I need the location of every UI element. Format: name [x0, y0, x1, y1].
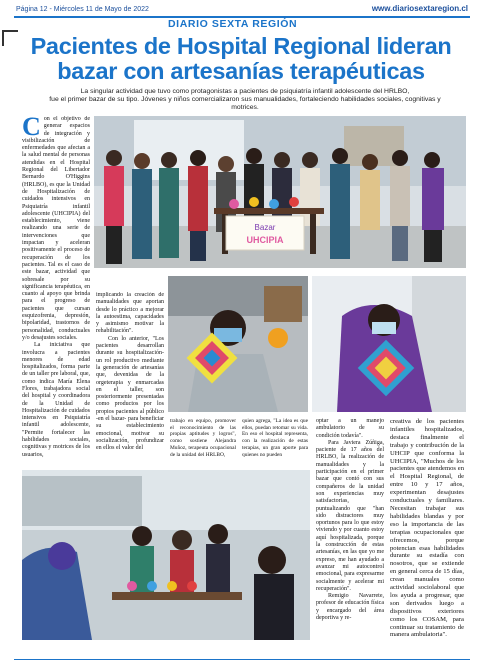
col1-paragraph-1: on el objetivo de generar espacios de integración y visibilización de enfermedades que afectan a la salud mental de personas atendidas en el Hospital Regional del Libertador Bernardo O'Higgins (HRLBO), es que la Unidad de Hospitalización de cuidados intensivos en Psiquiatría infantil adolescente (UHCIPIA) del establecimiento, viene realizando una serie de intervenciones que impactan y aceleran positivamente el proceso de recuperación de los pacientes. Tal es el caso de este bazar, actividad que sobresale por su significancia terapéutica, en cuanto al apoyo que brinda para el progreso de pacientes que cursan esquizofrenia, depresión, bipolaridad, trastornos de personalidad, conductuales y/o desajustes sociales. — [22, 116, 90, 341]
svg-text:UHCIPIA: UHCIPIA — [246, 235, 284, 245]
col1-paragraph-2: La iniciativa que involucra a pacientes menores de edad hospitalizados, forma parte de un taller pre laboral, que, como indica María Elena Flores, trabajadora social del hospital y coordinadora de la Unidad de Hospitalización de cuidados intensivos en Psiquiatría infantil adolescente, "Permite fortalecer las habilidades sociales, cognitivas y motrices de los usuarios, — [22, 342, 90, 458]
child-craft-photo-2 — [312, 276, 466, 412]
drop-cap: C — [22, 116, 41, 141]
col6-paragraph-1: creativa de los pacientes infantiles hospitalizados, destaca finalmente el trabajo y contribución de la UHCIP que conforma la UHCIPIA, "Muchos de los pacientes que atendemos en el Hospital Regional, de entre 10 y 17 años, experimentan desajustes conductuales y familiares. Necesitan trabajar sus habilidades blandas y por eso la importancia de las terapias ocupacionales que ofrecemos, porque potencian esas habilidades durante su estadía con nosotros, que se extiende en general cerca de 15 días, crean manuales como actividad sociolaboral que los ayuda a progresar, que son derivados luego a dispositivos exteriores como los COSAM, para continuar su tratamiento de manera ambulatoria". — [390, 418, 464, 639]
col4-paragraph-1: quien agrega, "La idea es que ellos, puedan retomar su vida. En eso el hospital representa, con la realización de estas terapias, un gran aporte para quienes no pueden — [242, 418, 308, 458]
text-column-1 — [22, 116, 90, 461]
text-column-5 — [316, 418, 384, 640]
headline-line-1: Pacientes de Hospital Regional lideran — [30, 33, 452, 59]
article-lead — [40, 88, 450, 112]
text-column-2 — [96, 292, 164, 462]
corner-mark — [2, 30, 18, 46]
newspaper-brand: DIARIO SEXTA REGIÓN — [168, 18, 298, 30]
svg-text:Bazar: Bazar — [254, 223, 276, 232]
group-photo-illustration — [94, 116, 466, 268]
group-photo — [94, 116, 466, 268]
child-craft-photo-1 — [168, 276, 308, 412]
child-craft-illustration-2 — [312, 276, 466, 412]
article-headline — [18, 34, 464, 84]
footer-rule — [14, 659, 470, 660]
text-column-3 — [170, 418, 236, 464]
lead-line-2: fue el primer bazar de su tipo. Jóvenes y niños comercializaron sus manualidades, fortaleciendo habilidades sociales, cognitivas y motrices. — [49, 96, 441, 111]
col2-paragraph-2: Con lo anterior, "Los pacientes desarrollan durante su hospitalización- un rol productivo mediante la generación de artesanías que, devenidas de la orgeterapia y enmarcadas en el taller, son posteriormente presentadas como productos por los propios pacientes al público -en el bazar- para beneficiar su establecimiento emocional, motivar su socialización, profundizar en ellos el valor del — [96, 335, 164, 452]
page-header — [0, 0, 480, 30]
col5-paragraph-2: Para Javiera Zúñiga, paciente de 17 años del HRLBO, la realización de manualidades y la participación en el primer bazar que contó con sus compañeros de la unidad son experiencias muy satisfactorias, puntualizando que "han sido distractores muy oportunos para lo que estoy viviendo y por cuanto estoy aquí hospitalizada, porque la construcción de estas artesanías, en las que yo me expreso, me han ayudado a avanzar mi autocontrol emocional, para expresarme socialmente y acelerar mi recuperación". — [316, 439, 384, 592]
headline-line-2: bazar con artesanías terapéuticas — [57, 58, 425, 84]
col2-paragraph-1: implicando la creación de manualidades que aportan desde lo práctico a mejorar la autoestima, capacidades y asimismo motivar la rehabilitación". — [96, 292, 164, 335]
child-craft-illustration-1 — [168, 276, 308, 412]
page-number-date: Página 12 - Miércoles 11 de Mayo de 2022 — [16, 6, 149, 13]
col3-paragraph-1: trabajo en equipo, promover el reconocimiento de las propias aptitudes y logros", como sostiene Alejandra Muñoz, terapeuta ocupacional de la unidad del HRLBO, — [170, 418, 236, 458]
website-link[interactable]: www.diariosextaregion.cl — [371, 4, 468, 13]
text-column-6 — [390, 418, 464, 640]
bazar-kids-illustration — [22, 470, 310, 640]
col5-paragraph-1: optar a un manejo ambulatorio de su condición todavía". — [316, 418, 384, 439]
text-column-4 — [242, 418, 308, 464]
lead-line-1: La singular actividad que tuvo como protagonistas a pacientes de psiquiatría infantil adolescente del HRLBO, — [80, 88, 410, 95]
col5-paragraph-3: Remigio Navarrete, profesor de educación física y encargado del área deportiva y re- — [316, 593, 384, 622]
bazar-kids-photo — [22, 470, 310, 640]
